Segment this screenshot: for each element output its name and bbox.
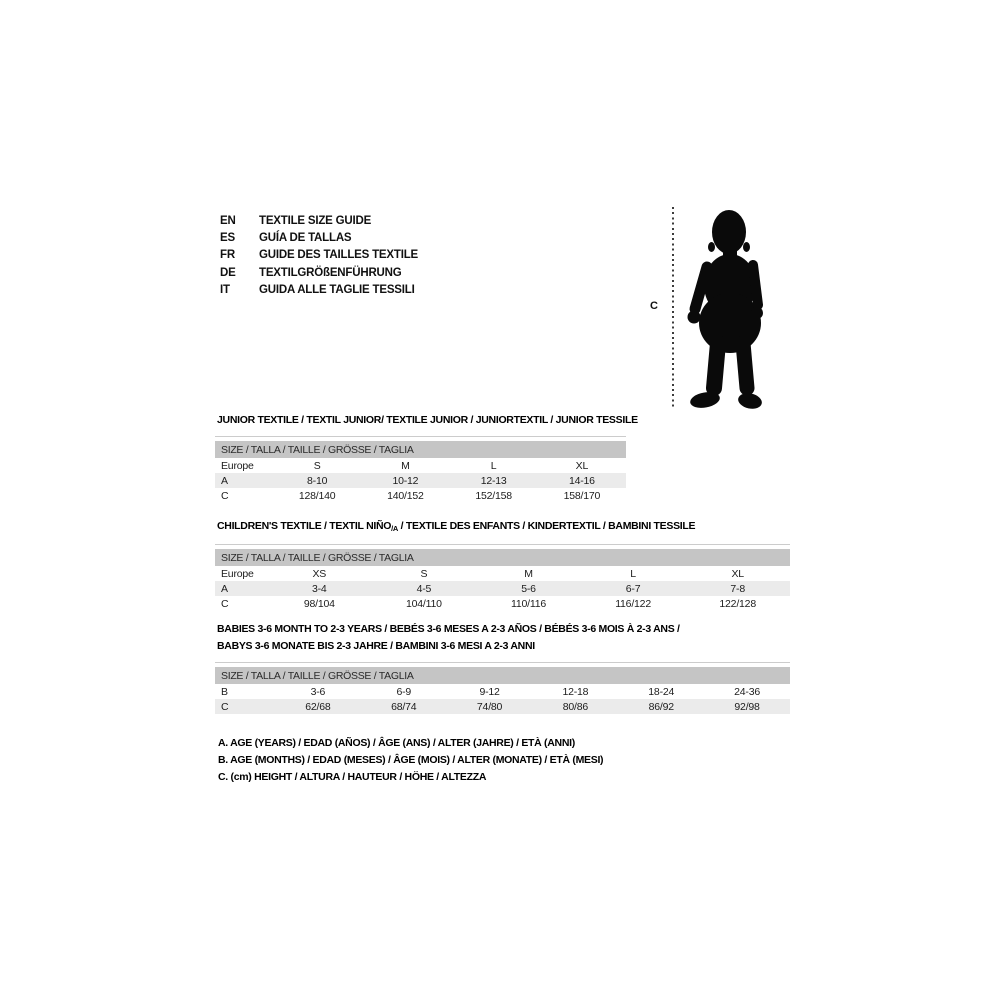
section-title (215, 518, 790, 537)
language-label: GUIDE DES TAILLES TEXTILE (259, 249, 418, 262)
section-junior-textile (215, 412, 638, 503)
table-wrap (215, 436, 626, 503)
table-row (215, 684, 790, 699)
size-cell: 8-10 (273, 473, 361, 488)
size-cell: 98/104 (303, 597, 335, 610)
size-cell: L (490, 459, 497, 472)
size-cell: XL (575, 459, 589, 472)
language-row (220, 247, 418, 264)
size-cell: 158/170 (563, 489, 601, 502)
language-code: FR (220, 249, 235, 262)
size-cell: 12-18 (562, 685, 589, 698)
size-cell: 14-16 (538, 473, 626, 488)
table-row (215, 596, 790, 611)
size-cell: 104/110 (406, 597, 442, 610)
row-label: A (215, 581, 267, 596)
size-cell: M (401, 459, 410, 472)
row-label: B (221, 685, 228, 698)
size-header-row: SIZE / TALLA / TAILLE / GRÖSSE / TAGLIA (215, 667, 790, 684)
size-cell: 74/80 (447, 699, 533, 714)
toddler-silhouette-icon (684, 205, 776, 410)
legend-line-age-years: A. AGE (YEARS) / EDAD (AÑOS) / ÂGE (ANS) / ALTER (JAHRE) / ETÀ (ANNI) (218, 737, 575, 749)
title-text: CHILDREN'S TEXTILE / TEXTIL NIÑO (217, 520, 392, 532)
table-row (215, 488, 626, 503)
size-header-row: SIZE / TALLA / TAILLE / GRÖSSE / TAGLIA (215, 441, 626, 458)
section-title: BABIES 3-6 MONTH TO 2-3 YEARS / BEBÉS 3-6 MESES A 2-3 AÑOS / BÉBÉS 3-6 MOIS À 2-3 ANS / (217, 623, 680, 635)
language-code: EN (220, 215, 236, 227)
language-row (220, 230, 418, 247)
legend-line-age-months: B. AGE (MONTHS) / EDAD (MESES) / ÂGE (MOIS) / ALTER (MONATE) / ETÀ (MESI) (218, 754, 604, 767)
size-cell: 140/152 (387, 489, 424, 502)
language-label: TEXTILE SIZE GUIDE (259, 215, 372, 227)
size-cell: S (420, 567, 428, 580)
title-subscript: /A (391, 524, 399, 533)
legend-line-height: C. (cm) HEIGHT / ALTURA / HAUTEUR / HÖHE / ALTEZZA (218, 771, 487, 784)
size-cell: 12-13 (450, 473, 538, 488)
language-header (220, 213, 418, 299)
language-row (220, 213, 418, 230)
table-wrap (215, 662, 790, 714)
section-title: JUNIOR TEXTILE / TEXTIL JUNIOR/ TEXTILE JUNIOR / JUNIORTEXTIL / JUNIOR TESSILE (217, 414, 638, 426)
row-label: C (221, 597, 229, 610)
size-cell: XS (312, 567, 327, 580)
table-row (215, 458, 626, 473)
language-code: IT (220, 283, 230, 296)
size-cell: 5-6 (476, 581, 581, 596)
row-label: Europe (221, 567, 254, 580)
row-label: C (215, 699, 275, 714)
size-cell: 110/116 (510, 597, 546, 610)
size-cell: 92/98 (704, 699, 790, 714)
language-row (220, 265, 418, 282)
size-cell: 62/68 (275, 699, 361, 714)
language-code: DE (220, 266, 236, 279)
size-cell: 3-6 (310, 685, 326, 698)
size-cell: 6-9 (396, 685, 412, 698)
size-cell: M (524, 567, 533, 580)
size-cell: 116/122 (615, 597, 651, 610)
table-row (215, 699, 790, 714)
size-cell: 80/86 (532, 699, 618, 714)
size-cell: 18-24 (648, 685, 675, 698)
section-childrens-textile (215, 518, 790, 611)
section-babies-textile (215, 621, 790, 714)
title-text: / TEXTILE DES ENFANTS / KINDERTEXTIL / BAMBINI TESSILE (398, 520, 696, 532)
size-cell: 7-8 (685, 581, 790, 596)
size-cell: 9-12 (479, 685, 500, 698)
size-cell: 6-7 (581, 581, 686, 596)
junior-size-table (215, 441, 626, 503)
size-cell: S (313, 459, 321, 472)
size-cell: 4-5 (372, 581, 477, 596)
height-label-c: C (650, 300, 658, 312)
section-title: BABYS 3-6 MONATE BIS 2-3 JAHRE / BAMBINI 3-6 MESI A 2-3 ANNI (217, 640, 535, 652)
legend (218, 735, 603, 787)
language-label: GUIDA ALLE TAGLIE TESSILI (259, 283, 415, 296)
row-label: C (221, 489, 229, 502)
size-cell: 24-36 (734, 685, 760, 698)
size-cell: 86/92 (618, 699, 704, 714)
size-cell: 68/74 (361, 699, 447, 714)
table-row (215, 473, 626, 488)
height-measure-line (672, 207, 674, 407)
size-cell: 122/128 (719, 597, 756, 610)
children-size-table (215, 549, 790, 611)
size-cell: XL (731, 567, 744, 580)
size-cell: 10-12 (361, 473, 449, 488)
table-row (215, 566, 790, 581)
babies-size-table (215, 667, 790, 714)
row-label: A (215, 473, 273, 488)
size-header-row: SIZE / TALLA / TAILLE / GRÖSSE / TAGLIA (215, 549, 790, 566)
table-row (215, 581, 790, 596)
size-cell: 128/140 (298, 489, 336, 502)
language-label: TEXTILGRÖßENFÜHRUNG (259, 266, 402, 279)
language-code: ES (220, 232, 235, 245)
language-row (220, 282, 418, 299)
size-cell: 3-4 (267, 581, 372, 596)
table-wrap (215, 544, 790, 611)
size-cell: 152/158 (475, 489, 512, 502)
size-cell: L (630, 567, 636, 580)
row-label: Europe (221, 459, 254, 472)
language-label: GUÍA DE TALLAS (259, 232, 352, 245)
